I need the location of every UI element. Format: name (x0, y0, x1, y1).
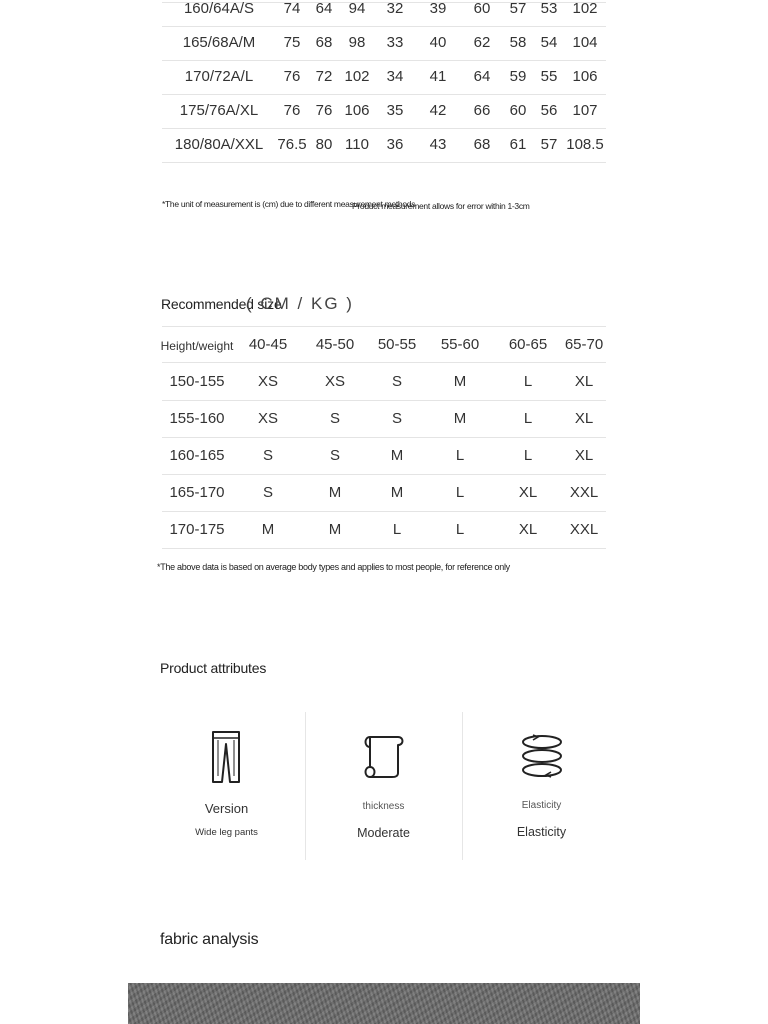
fabric-roll-icon (362, 733, 406, 779)
size-chart-note: *The unit of measurement is (cm) due to different measurement methods (162, 199, 416, 209)
measurement-cell: 76 (283, 68, 301, 85)
measurement-cell: 76 (283, 102, 301, 119)
recommended-size-cell: M (328, 484, 342, 501)
measurement-cell: 76.5 (277, 136, 307, 153)
measurement-cell: 104 (572, 34, 598, 51)
recommended-size-cell: M (261, 521, 275, 538)
size-chart-row (162, 60, 606, 95)
recommended-size-cell: XS (257, 373, 279, 390)
measurement-cell: 68 (315, 34, 333, 51)
unit-text: ( CM / KG ) (246, 294, 354, 313)
recommended-size-row (162, 474, 606, 512)
measurement-cell: 110 (345, 136, 369, 153)
size-chart-error-note: Product measurement allows for error within 1-3cm (352, 201, 530, 211)
recommended-size-cell: M (390, 447, 404, 464)
measurement-cell: 107 (572, 102, 598, 119)
measurement-cell: 60 (509, 102, 527, 119)
size-code-cell: 175/76A/XL (179, 102, 259, 119)
measurement-cell: 55 (540, 68, 558, 85)
recommended-size-cell: L (523, 447, 533, 464)
height-range-cell: 155-160 (169, 410, 225, 427)
recommended-note: *The above data is based on average body types and applies to most people, for reference only (157, 562, 510, 572)
attribute-label: Elasticity (521, 800, 562, 811)
recommended-size-cell: M (390, 484, 404, 501)
recommended-unit-label (246, 294, 354, 314)
weight-header: 45-50 (315, 336, 355, 353)
measurement-cell: 33 (386, 34, 404, 51)
size-chart-row (162, 128, 606, 163)
attribute-label: thickness (362, 801, 405, 812)
measurement-cell: 60 (473, 0, 491, 17)
size-code-cell: 170/72A/L (184, 68, 254, 85)
measurement-cell: 32 (386, 0, 404, 17)
size-chart-row (162, 0, 606, 27)
measurement-cell: 75 (283, 34, 301, 51)
recommended-size-row (162, 511, 606, 549)
weight-header: 50-55 (377, 336, 417, 353)
recommended-size-cell: M (453, 373, 467, 390)
measurement-cell: 102 (344, 68, 370, 85)
measurement-cell: 64 (473, 68, 491, 85)
measurement-cell: 108.5 (566, 136, 604, 153)
size-chart-table (162, 0, 606, 184)
elastic-icon (519, 733, 565, 779)
recommended-size-cell: XL (574, 373, 594, 390)
measurement-cell: 62 (473, 34, 491, 51)
height-range-cell: 165-170 (169, 484, 225, 501)
measurement-cell: 64 (315, 0, 333, 17)
recommended-size-cell: L (392, 521, 402, 538)
measurement-cell: 72 (315, 68, 333, 85)
recommended-size-cell: XL (518, 484, 538, 501)
attribute-elasticity (464, 712, 619, 860)
recommended-size-row (162, 363, 606, 401)
recommended-size-cell: XXL (569, 521, 599, 538)
attribute-divider (462, 712, 463, 860)
measurement-cell: 43 (429, 136, 447, 153)
measurement-cell: 36 (386, 136, 404, 153)
recommended-size-cell: L (455, 484, 465, 501)
height-range-cell: 170-175 (169, 521, 225, 538)
recommended-header-row (162, 327, 606, 363)
size-chart-row (162, 26, 606, 61)
weight-header: 55-60 (440, 336, 480, 353)
size-code-cell: 165/68A/M (182, 34, 256, 51)
recommended-size-row (162, 437, 606, 475)
corner-label: Height/weight (160, 339, 234, 353)
product-attributes-title: Product attributes (160, 660, 267, 676)
recommended-size-row (162, 400, 606, 438)
recommended-size-cell: S (391, 373, 403, 390)
measurement-cell: 34 (386, 68, 404, 85)
recommended-size-cell: XS (324, 373, 346, 390)
fabric-analysis-title: fabric analysis (160, 931, 259, 948)
size-code-cell: 180/80A/XXL (174, 136, 264, 153)
recommended-size-title-text: Recommended size (161, 296, 282, 312)
recommended-size-cell: XS (257, 410, 279, 427)
measurement-cell: 40 (429, 34, 447, 51)
recommended-size-cell: S (262, 484, 274, 501)
recommended-size-cell: L (455, 447, 465, 464)
attribute-value: Elasticity (516, 825, 567, 839)
recommended-size-cell: M (453, 410, 467, 427)
recommended-size-cell: L (455, 521, 465, 538)
height-range-cell: 150-155 (169, 373, 225, 390)
measurement-cell: 106 (344, 102, 370, 119)
attribute-version (149, 712, 304, 860)
fabric-texture-image (128, 983, 640, 1024)
recommended-size-cell: S (391, 410, 403, 427)
recommended-size-cell: S (329, 410, 341, 427)
weight-header: 65-70 (564, 336, 604, 353)
measurement-cell: 94 (348, 0, 366, 17)
measurement-cell: 68 (473, 136, 491, 153)
attribute-label: Version (204, 801, 249, 816)
measurement-cell: 35 (386, 102, 404, 119)
recommended-size-cell: L (523, 410, 533, 427)
attribute-value: Moderate (357, 826, 410, 840)
measurement-cell: 66 (473, 102, 491, 119)
height-range-cell: 160-165 (169, 447, 225, 464)
measurement-cell: 53 (540, 0, 558, 17)
pants-icon (209, 730, 243, 784)
attribute-value: Wide leg pants (195, 827, 258, 838)
measurement-cell: 54 (540, 34, 558, 51)
recommended-size-cell: XL (574, 447, 594, 464)
measurement-cell: 80 (315, 136, 333, 153)
measurement-cell: 42 (429, 102, 447, 119)
measurement-cell: 39 (429, 0, 447, 17)
measurement-cell: 76 (315, 102, 333, 119)
measurement-cell: 61 (509, 136, 527, 153)
measurement-cell: 74 (283, 0, 301, 17)
weight-header: 60-65 (508, 336, 548, 353)
size-chart-row (162, 94, 606, 129)
recommended-size-cell: XL (518, 521, 538, 538)
measurement-cell: 106 (572, 68, 598, 85)
measurement-cell: 41 (429, 68, 447, 85)
measurement-cell: 58 (509, 34, 527, 51)
measurement-cell: 98 (348, 34, 366, 51)
recommended-size-cell: XXL (569, 484, 599, 501)
measurement-cell: 56 (540, 102, 558, 119)
recommended-size-cell: S (262, 447, 274, 464)
measurement-cell: 102 (572, 0, 598, 17)
measurement-cell: 57 (509, 0, 527, 17)
recommended-size-cell: XL (574, 410, 594, 427)
measurement-cell: 59 (509, 68, 527, 85)
attribute-thickness (306, 712, 461, 860)
weight-header: 40-45 (248, 336, 288, 353)
recommended-size-cell: L (523, 373, 533, 390)
measurement-cell: 57 (540, 136, 558, 153)
recommended-size-cell: S (329, 447, 341, 464)
recommended-size-cell: M (328, 521, 342, 538)
size-code-cell: 160/64A/S (183, 0, 255, 17)
